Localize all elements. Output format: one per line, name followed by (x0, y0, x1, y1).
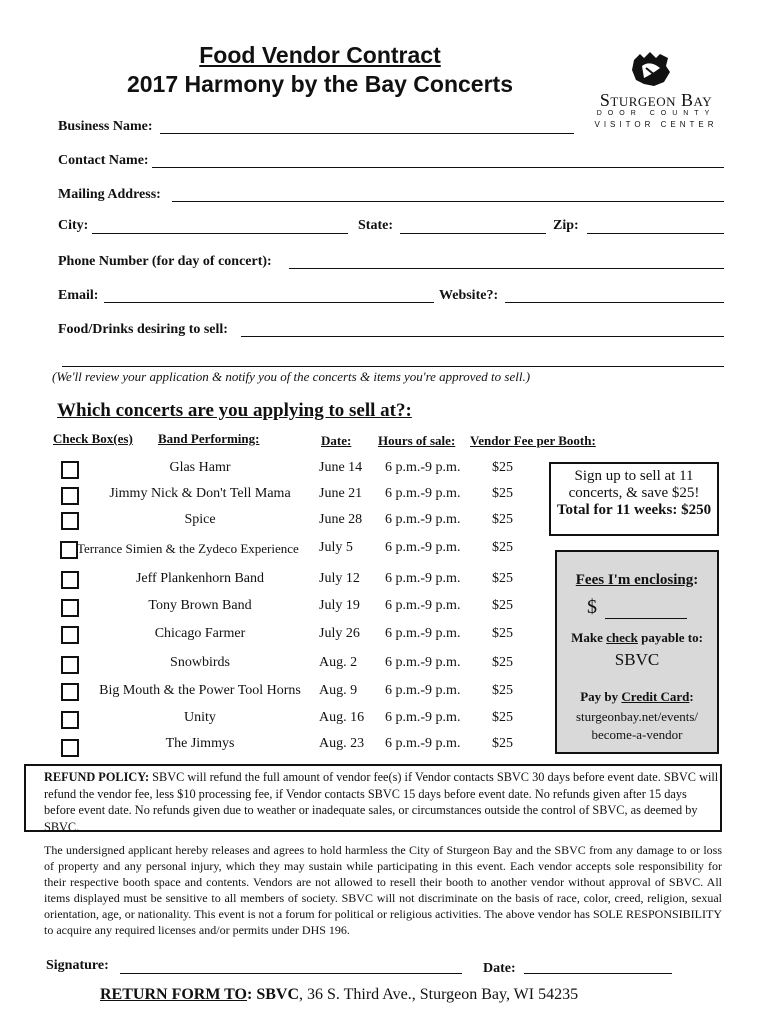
band-name: Unity (184, 710, 216, 725)
email-field[interactable] (104, 302, 434, 303)
col-hours-header: Hours of sale: (378, 433, 456, 448)
return-address (100, 986, 578, 1004)
city-label: City: (58, 218, 89, 233)
concert-hours: 6 p.m.-9 p.m. (385, 540, 461, 555)
concert-hours: 6 p.m.-9 p.m. (385, 710, 461, 725)
phone-field[interactable] (289, 268, 724, 269)
page-subtitle: 2017 Harmony by the Bay Concerts (126, 71, 514, 97)
concert-hours: 6 p.m.-9 p.m. (385, 512, 461, 527)
promo-line3: Total for 11 weeks: $250 (556, 502, 712, 518)
promo-line1: Sign up to sell at 11 (574, 468, 694, 484)
fees-heading (557, 572, 717, 589)
return-label: RETURN FORM TO (100, 986, 247, 1003)
concert-hours: 6 p.m.-9 p.m. (385, 460, 461, 475)
fees-amount-field[interactable] (605, 618, 687, 619)
concert-fee: $25 (492, 460, 513, 475)
band-name: Spice (184, 512, 216, 527)
col-check-header: Check Box(es) (53, 431, 133, 446)
concert-hours: 6 p.m.-9 p.m. (385, 571, 461, 586)
concert-fee: $25 (492, 571, 513, 586)
card-colon: : (689, 689, 694, 704)
concert-date: July 26 (319, 626, 360, 641)
payable-prefix: Make (571, 630, 607, 645)
return-org: SBVC (256, 986, 299, 1003)
concert-date: Aug. 9 (319, 683, 358, 698)
concert-fee: $25 (492, 655, 513, 670)
zip-field[interactable] (587, 233, 724, 234)
concert-hours: 6 p.m.-9 p.m. (385, 655, 461, 670)
concert-date: July 5 (319, 540, 353, 555)
col-fee-header: Vendor Fee per Booth: (470, 433, 596, 448)
logo-line2: DOOR COUNTY (596, 110, 716, 117)
concert-date: June 28 (319, 512, 363, 527)
payable-to (557, 630, 717, 646)
vendor-url-line1[interactable]: sturgeonbay.net/events/ (575, 709, 699, 724)
promo-line2: concerts, & save $25! (568, 485, 700, 501)
phone-label: Phone Number (for day of concert): (58, 254, 272, 269)
concert-checkbox[interactable] (61, 599, 79, 617)
concert-hours: 6 p.m.-9 p.m. (385, 626, 461, 641)
concert-date: Aug. 16 (319, 710, 365, 725)
concert-fee: $25 (492, 710, 513, 725)
concert-checkbox[interactable] (61, 571, 79, 589)
concert-checkbox[interactable] (61, 487, 79, 505)
card-prefix: Pay by (580, 689, 622, 704)
refund-policy-text: SBVC will refund the full amount of vendor fee(s) if Vendor contacts SBVC 30 days before event date. SBVC will refund the vendor fee, less $10 processing fee, if Vendor contacts SBVC 15 days before event date. No refunds given after 15 days before event date. No refunds given due to weather or inadequate sales, or circumstances outside the control of SBVC, as deemed by SBVC. (44, 770, 719, 834)
band-name: Jimmy Nick & Don't Tell Mama (109, 486, 291, 501)
refund-policy-box (24, 764, 722, 832)
signature-label: Signature: (46, 958, 109, 973)
col-date-header: Date: (321, 433, 352, 448)
page-title: Food Vendor Contract (199, 42, 441, 68)
business-name-field[interactable] (160, 133, 574, 134)
vendor-url-line2[interactable]: become-a-vendor (591, 727, 683, 742)
concert-fee: $25 (492, 626, 513, 641)
band-name: Tony Brown Band (148, 598, 252, 613)
date-label: Date: (483, 961, 516, 976)
concert-fee: $25 (492, 540, 513, 555)
payable-check: check (606, 630, 638, 645)
concert-hours: 6 p.m.-9 p.m. (385, 683, 461, 698)
email-label: Email: (58, 288, 99, 303)
city-field[interactable] (92, 233, 348, 234)
website-field[interactable] (505, 302, 724, 303)
band-name: Terrance Simien & the Zydeco Experience (77, 541, 299, 556)
concert-hours: 6 p.m.-9 p.m. (385, 736, 461, 751)
band-name: Jeff Plankenhorn Band (135, 571, 265, 586)
logo-name: Sturgeon Bay (599, 90, 713, 110)
concert-checkbox[interactable] (61, 512, 79, 530)
concert-hours: 6 p.m.-9 p.m. (385, 598, 461, 613)
band-name: Big Mouth & the Power Tool Horns (99, 683, 301, 698)
band-name: Snowbirds (170, 655, 230, 670)
logo-line3: VISITOR CENTER (594, 120, 718, 129)
fees-dollar: $ (587, 596, 597, 618)
sturgeon-bay-logo (586, 52, 726, 132)
concert-fee: $25 (492, 486, 513, 501)
concert-fee: $25 (492, 512, 513, 527)
state-field[interactable] (400, 233, 546, 234)
zip-label: Zip: (553, 218, 579, 233)
liability-disclaimer: The undersigned applicant hereby releases and agrees to hold harmless the City of Sturgeon Bay and the SBVC from any damage to or loss of property and any personal injury, which they may sustain while participating in this event. Each vendor accepts sole responsibility for their respective booth space and contents. Vendors are not allowed to resell their booth to another vendor without approval of SBVC. All items displayed must be sensitive to all members of society. SBVC will not discriminate on the basis of race, color, creed, religion, sexual orientation, age, or nationality. This event is not a forum for political or religious activities. The above vendor has SOLE RESPONSIBILITY to acquire any required licenses and/or permits under DHS 196. (44, 843, 722, 937)
concert-checkbox[interactable] (61, 711, 79, 729)
food-drinks-field-2[interactable] (62, 366, 724, 367)
refund-policy-label: REFUND POLICY: (44, 770, 150, 784)
food-drinks-label: Food/Drinks desiring to sell: (58, 322, 228, 337)
concert-hours: 6 p.m.-9 p.m. (385, 486, 461, 501)
concert-fee: $25 (492, 598, 513, 613)
signature-field[interactable] (120, 973, 462, 974)
mailing-address-label: Mailing Address: (58, 187, 161, 202)
concert-checkbox[interactable] (60, 541, 78, 559)
concert-fee: $25 (492, 736, 513, 751)
band-name: The Jimmys (165, 736, 235, 751)
concert-date: July 12 (319, 571, 360, 586)
band-name: Glas Hamr (169, 460, 231, 475)
band-name: Chicago Farmer (154, 626, 246, 641)
fees-box (555, 550, 719, 754)
review-note: (We'll review your application & notify you of the concerts & items you're approved to sell.) (52, 369, 531, 384)
contact-name-label: Contact Name: (58, 153, 149, 168)
concert-fee: $25 (492, 683, 513, 698)
concert-checkbox[interactable] (61, 461, 79, 479)
state-label: State: (358, 218, 393, 233)
date-field[interactable] (524, 973, 672, 974)
fees-heading-colon: : (693, 572, 699, 588)
food-drinks-field[interactable] (241, 336, 724, 337)
concert-checkbox[interactable] (61, 739, 79, 757)
concert-date: Aug. 2 (319, 655, 358, 670)
concert-date: Aug. 23 (319, 736, 365, 751)
mailing-address-field[interactable] (172, 201, 724, 202)
logo-emblem-icon (630, 52, 674, 88)
concert-date: June 21 (319, 486, 363, 501)
concert-checkbox[interactable] (61, 626, 79, 644)
business-name-label: Business Name: (58, 119, 153, 134)
website-label: Website?: (439, 288, 499, 303)
return-colon: : (246, 986, 253, 1003)
concerts-heading: Which concerts are you applying to sell at?: (57, 400, 412, 421)
concert-checkbox[interactable] (61, 683, 79, 701)
concert-checkbox[interactable] (61, 656, 79, 674)
payee: SBVC (614, 650, 660, 669)
return-address-text: , 36 S. Third Ave., Sturgeon Bay, WI 54235 (299, 986, 579, 1003)
payable-suffix: payable to: (637, 630, 703, 645)
pay-by-card (557, 689, 717, 705)
card-link[interactable]: Credit Card (621, 689, 690, 704)
contact-name-field[interactable] (152, 167, 724, 168)
col-band-header: Band Performing: (158, 431, 260, 446)
concert-date: July 19 (319, 598, 360, 613)
concert-date: June 14 (319, 460, 363, 475)
promo-box (549, 462, 719, 536)
fees-heading-text: Fees I'm enclosing (575, 572, 694, 588)
